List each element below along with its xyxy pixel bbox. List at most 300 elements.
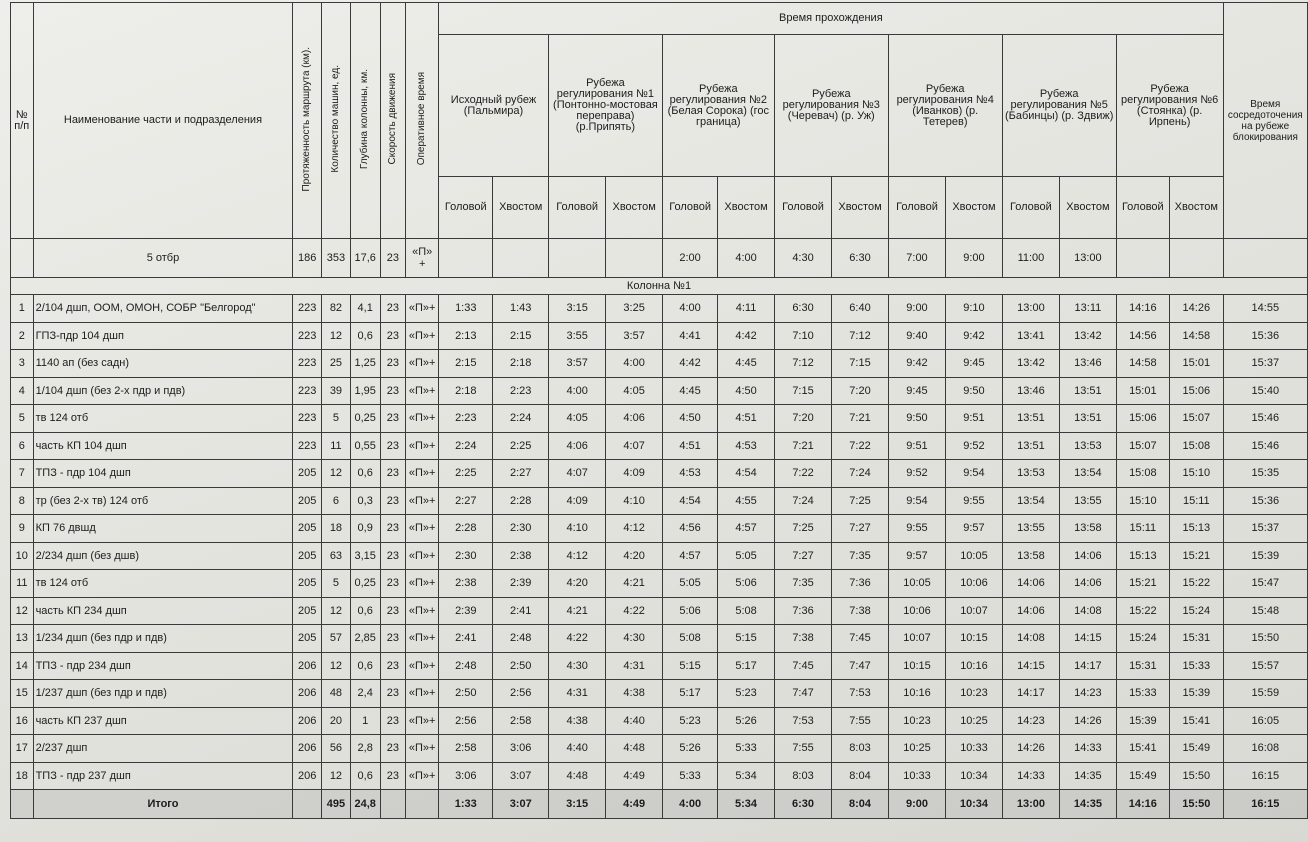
speed: 23: [380, 432, 406, 460]
speed: 23: [380, 350, 406, 378]
tail-time: 9:54: [946, 460, 1002, 488]
tail-time: 2:18: [493, 350, 548, 378]
table-row: [11, 707, 1308, 735]
total-time: 10:34: [946, 790, 1002, 819]
route-length-label: Протяженность маршрута (км).: [301, 46, 313, 192]
tail-time: 10:25: [946, 707, 1002, 735]
op-time: «П»+: [406, 487, 439, 515]
table-row: [11, 652, 1308, 680]
depth-label: Глубина колонны, км.: [359, 68, 371, 170]
route-length: 206: [293, 680, 322, 708]
table-row: [11, 322, 1308, 350]
concentration-time: 15:57: [1223, 652, 1307, 680]
op-time: «П»+: [406, 680, 439, 708]
head-time: 4:45: [662, 377, 717, 405]
summary-time: 4:00: [718, 239, 774, 278]
vehicle-count: 63: [322, 542, 351, 570]
route-length: 223: [293, 432, 322, 460]
table-row: [11, 762, 1308, 790]
tail-time: 14:17: [1060, 652, 1116, 680]
tail-time: 15:08: [1170, 432, 1224, 460]
route-length: 223: [293, 377, 322, 405]
tail-time: 4:06: [606, 405, 662, 433]
tail-time: 5:06: [718, 570, 774, 598]
head-time: 7:35: [774, 570, 831, 598]
tail-time: 4:31: [606, 652, 662, 680]
concentration-time: 16:05: [1223, 707, 1307, 735]
head-time: 4:00: [548, 377, 605, 405]
tail-time: 7:35: [832, 542, 888, 570]
op-time: «П»+: [406, 652, 439, 680]
head-time: 15:49: [1116, 762, 1169, 790]
tail-time: 10:05: [946, 542, 1002, 570]
tail-time: 15:24: [1170, 597, 1224, 625]
head-time: 14:23: [1002, 707, 1059, 735]
table-row: [11, 570, 1308, 598]
total-label: Итого: [33, 790, 293, 819]
tail-time: 9:57: [946, 515, 1002, 543]
column-depth: 0,9: [350, 515, 380, 543]
head-time: 2:24: [439, 432, 493, 460]
tail-time: 2:56: [493, 680, 548, 708]
column-depth: 0,3: [350, 487, 380, 515]
total-row: [11, 790, 1308, 819]
column-depth: 0,6: [350, 597, 380, 625]
tail-time: 2:39: [493, 570, 548, 598]
head-time: 2:39: [439, 597, 493, 625]
column-depth: 2,8: [350, 735, 380, 763]
route-length: 205: [293, 515, 322, 543]
op-time: «П»+: [406, 570, 439, 598]
total-time: 1:33: [439, 790, 493, 819]
tail-time: 13:55: [1060, 487, 1116, 515]
unit-name: часть КП 237 дшп: [33, 707, 293, 735]
row-number: 2: [11, 322, 34, 350]
speed: 23: [380, 762, 406, 790]
tail-time: 7:20: [832, 377, 888, 405]
head-time: 13:58: [1002, 542, 1059, 570]
tail-time: 5:08: [718, 597, 774, 625]
subheader-head: Головой: [888, 177, 945, 239]
head-time: 2:15: [439, 350, 493, 378]
head-time: 7:38: [774, 625, 831, 653]
speed: 23: [380, 322, 406, 350]
tail-time: 15:22: [1170, 570, 1224, 598]
tail-time: 7:27: [832, 515, 888, 543]
head-time: 13:41: [1002, 322, 1059, 350]
head-time: 10:06: [888, 597, 945, 625]
unit-name: КП 76 двшд: [33, 515, 293, 543]
passage-time-header: Время прохождения: [439, 3, 1224, 35]
summary-num: [11, 239, 34, 278]
head-time: 4:20: [548, 570, 605, 598]
head-time: 9:40: [888, 322, 945, 350]
head-time: 5:17: [662, 680, 717, 708]
summary-time: 6:30: [832, 239, 888, 278]
op-time: «П»+: [406, 762, 439, 790]
head-time: 9:54: [888, 487, 945, 515]
tail-time: 5:05: [718, 542, 774, 570]
head-time: 4:12: [548, 542, 605, 570]
total-time: 14:35: [1060, 790, 1116, 819]
tail-time: 15:21: [1170, 542, 1224, 570]
column-depth: 0,6: [350, 652, 380, 680]
head-time: 9:50: [888, 405, 945, 433]
head-time: 14:08: [1002, 625, 1059, 653]
head-time: 14:16: [1116, 295, 1169, 323]
head-time: 7:45: [774, 652, 831, 680]
column-depth: 3,15: [350, 542, 380, 570]
tail-time: 15:39: [1170, 680, 1224, 708]
unit-name: 1/234 дшп (без пдр и пдв): [33, 625, 293, 653]
tail-time: 2:23: [493, 377, 548, 405]
column-depth: 1,25: [350, 350, 380, 378]
tail-time: 4:09: [606, 460, 662, 488]
total-time: 15:50: [1170, 790, 1224, 819]
total-time: 14:16: [1116, 790, 1169, 819]
tail-time: 7:38: [832, 597, 888, 625]
speed: 23: [380, 680, 406, 708]
speed: 23: [380, 625, 406, 653]
total-time: 3:07: [493, 790, 548, 819]
boundary-1: Рубежа регулирования №1 (Понтонно-мостовая переправа) (р.Припять): [548, 35, 662, 177]
tail-time: 9:45: [946, 350, 1002, 378]
unit-name: 1/104 дшп (без 2-х пдр и пдв): [33, 377, 293, 405]
head-time: 15:10: [1116, 487, 1169, 515]
op-time: «П»+: [406, 322, 439, 350]
head-time: 4:57: [662, 542, 717, 570]
head-time: 2:23: [439, 405, 493, 433]
op-time-label: Оперативное время: [416, 72, 428, 166]
tail-time: 7:21: [832, 405, 888, 433]
subheader-tail: Хвостом: [1060, 177, 1116, 239]
head-time: 10:15: [888, 652, 945, 680]
head-time: 10:05: [888, 570, 945, 598]
tail-time: 7:45: [832, 625, 888, 653]
tail-time: 4:10: [606, 487, 662, 515]
tail-time: 5:15: [718, 625, 774, 653]
col-header-depth: [350, 3, 380, 239]
head-time: 15:39: [1116, 707, 1169, 735]
concentration-time: 15:48: [1223, 597, 1307, 625]
col-header-num: № п/п: [11, 3, 34, 239]
table-row: [11, 405, 1308, 433]
col-header-op-time: [406, 3, 439, 239]
tail-time: 15:11: [1170, 487, 1224, 515]
head-time: 9:42: [888, 350, 945, 378]
head-time: 4:30: [548, 652, 605, 680]
head-time: 15:21: [1116, 570, 1169, 598]
total-speed: [380, 790, 406, 819]
speed: 23: [380, 570, 406, 598]
summary-time: 13:00: [1060, 239, 1116, 278]
tail-time: 14:58: [1170, 322, 1224, 350]
head-time: 5:15: [662, 652, 717, 680]
speed: 23: [380, 487, 406, 515]
row-number: 14: [11, 652, 34, 680]
row-number: 8: [11, 487, 34, 515]
head-time: 15:22: [1116, 597, 1169, 625]
subheader-head: Головой: [1002, 177, 1059, 239]
tail-time: 13:42: [1060, 322, 1116, 350]
column-depth: 2,4: [350, 680, 380, 708]
table-row: [11, 597, 1308, 625]
summary-time: [606, 239, 662, 278]
table-row: [11, 735, 1308, 763]
tail-time: 5:23: [718, 680, 774, 708]
op-time: «П»+: [406, 597, 439, 625]
tail-time: 10:33: [946, 735, 1002, 763]
tail-time: 15:49: [1170, 735, 1224, 763]
boundary-4: Рубежа регулирования №4 (Иванков) (р. Тетерев): [888, 35, 1002, 177]
column-depth: 1,95: [350, 377, 380, 405]
vehicles-label: Количество машин, ед.: [329, 65, 341, 173]
route-length: 223: [293, 405, 322, 433]
head-time: 3:55: [548, 322, 605, 350]
total-final: 16:15: [1223, 790, 1307, 819]
head-time: 5:05: [662, 570, 717, 598]
row-number: 3: [11, 350, 34, 378]
tail-time: 4:40: [606, 707, 662, 735]
tail-time: 5:17: [718, 652, 774, 680]
vehicle-count: 6: [322, 487, 351, 515]
tail-time: 15:13: [1170, 515, 1224, 543]
head-time: 15:24: [1116, 625, 1169, 653]
tail-time: 14:23: [1060, 680, 1116, 708]
head-time: 3:15: [548, 295, 605, 323]
tail-time: 3:06: [493, 735, 548, 763]
head-time: 4:10: [548, 515, 605, 543]
unit-name: тв 124 отб: [33, 570, 293, 598]
route-length: 206: [293, 652, 322, 680]
column-depth: 0,25: [350, 405, 380, 433]
head-time: 14:17: [1002, 680, 1059, 708]
col-header-vehicles: [322, 3, 351, 239]
summary-row: [11, 239, 1308, 278]
tail-time: 7:12: [832, 322, 888, 350]
tail-time: 15:06: [1170, 377, 1224, 405]
tail-time: 4:57: [718, 515, 774, 543]
summary-route: 186: [293, 239, 322, 278]
concentration-time: 15:37: [1223, 350, 1307, 378]
head-time: 4:41: [662, 322, 717, 350]
unit-name: 2/237 дшп: [33, 735, 293, 763]
tail-time: 9:51: [946, 405, 1002, 433]
head-time: 2:28: [439, 515, 493, 543]
concentration-time: 15:39: [1223, 542, 1307, 570]
head-time: 2:13: [439, 322, 493, 350]
unit-name: ГПЗ-пдр 104 дшп: [33, 322, 293, 350]
summary-time: [1116, 239, 1169, 278]
vehicle-count: 5: [322, 570, 351, 598]
subheader-head: Головой: [439, 177, 493, 239]
tail-time: 10:07: [946, 597, 1002, 625]
subheader-tail: Хвостом: [606, 177, 662, 239]
head-time: 7:36: [774, 597, 831, 625]
tail-time: 15:50: [1170, 762, 1224, 790]
head-time: 7:25: [774, 515, 831, 543]
tail-time: 15:10: [1170, 460, 1224, 488]
head-time: 15:31: [1116, 652, 1169, 680]
tail-time: 9:55: [946, 487, 1002, 515]
head-time: 15:01: [1116, 377, 1169, 405]
route-length: 206: [293, 762, 322, 790]
head-time: 4:21: [548, 597, 605, 625]
tail-time: 7:47: [832, 652, 888, 680]
tail-time: 14:15: [1060, 625, 1116, 653]
concentration-time: 15:50: [1223, 625, 1307, 653]
row-number: 17: [11, 735, 34, 763]
column-label: Колонна №1: [11, 278, 1308, 295]
head-time: 6:30: [774, 295, 831, 323]
head-time: 4:56: [662, 515, 717, 543]
op-time: «П»+: [406, 432, 439, 460]
head-time: 14:06: [1002, 570, 1059, 598]
tail-time: 5:26: [718, 707, 774, 735]
summary-speed: 23: [380, 239, 406, 278]
tail-time: 2:30: [493, 515, 548, 543]
head-time: 2:25: [439, 460, 493, 488]
vehicle-count: 39: [322, 377, 351, 405]
head-time: 3:57: [548, 350, 605, 378]
vehicle-count: 48: [322, 680, 351, 708]
unit-name: ТПЗ - пдр 237 дшп: [33, 762, 293, 790]
total-vehicles: 495: [322, 790, 351, 819]
concentration-time: 15:37: [1223, 515, 1307, 543]
head-time: 4:31: [548, 680, 605, 708]
total-time: 4:49: [606, 790, 662, 819]
tail-time: 13:51: [1060, 377, 1116, 405]
concentration-time: 15:47: [1223, 570, 1307, 598]
head-time: 9:57: [888, 542, 945, 570]
head-time: 5:08: [662, 625, 717, 653]
head-time: 7:21: [774, 432, 831, 460]
tail-time: 13:58: [1060, 515, 1116, 543]
total-num: [11, 790, 34, 819]
head-time: 7:22: [774, 460, 831, 488]
tail-time: 7:36: [832, 570, 888, 598]
tail-time: 4:49: [606, 762, 662, 790]
head-time: 2:30: [439, 542, 493, 570]
speed: 23: [380, 652, 406, 680]
unit-name: 1/237 дшп (без пдр и пдв): [33, 680, 293, 708]
unit-name: тв 124 отб: [33, 405, 293, 433]
head-time: 9:55: [888, 515, 945, 543]
tail-time: 2:15: [493, 322, 548, 350]
op-time: «П»+: [406, 707, 439, 735]
summary-op: «П» +: [406, 239, 439, 278]
row-number: 4: [11, 377, 34, 405]
vehicle-count: 12: [322, 460, 351, 488]
tail-time: 4:21: [606, 570, 662, 598]
tail-time: 4:22: [606, 597, 662, 625]
vehicle-count: 56: [322, 735, 351, 763]
tail-time: 15:01: [1170, 350, 1224, 378]
tail-time: 14:26: [1170, 295, 1224, 323]
head-time: 2:50: [439, 680, 493, 708]
head-time: 4:51: [662, 432, 717, 460]
tail-time: 4:54: [718, 460, 774, 488]
subheader-tail: Хвостом: [493, 177, 548, 239]
tail-time: 7:55: [832, 707, 888, 735]
op-time: «П»+: [406, 542, 439, 570]
summary-time: 9:00: [946, 239, 1002, 278]
tail-time: 5:34: [718, 762, 774, 790]
tail-time: 14:06: [1060, 542, 1116, 570]
table-row: [11, 350, 1308, 378]
head-time: 9:52: [888, 460, 945, 488]
table-row: [11, 515, 1308, 543]
subheader-tail: Хвостом: [1170, 177, 1224, 239]
head-time: 7:10: [774, 322, 831, 350]
tail-time: 3:25: [606, 295, 662, 323]
boundary-3: Рубежа регулирования №3 (Черевач) (р. Уж): [774, 35, 888, 177]
head-time: 13:00: [1002, 295, 1059, 323]
head-time: 13:42: [1002, 350, 1059, 378]
head-time: 4:06: [548, 432, 605, 460]
tail-time: 7:25: [832, 487, 888, 515]
table-row: [11, 625, 1308, 653]
summary-final: [1223, 239, 1307, 278]
total-time: 4:00: [662, 790, 717, 819]
head-time: 13:54: [1002, 487, 1059, 515]
tail-time: 2:41: [493, 597, 548, 625]
summary-time: [493, 239, 548, 278]
total-time: 8:04: [832, 790, 888, 819]
unit-name: 2/104 дшп, ООМ, ОМОН, СОБР "Белгород": [33, 295, 293, 323]
head-time: 13:51: [1002, 432, 1059, 460]
head-time: 4:42: [662, 350, 717, 378]
col-header-speed: [380, 3, 406, 239]
head-time: 7:47: [774, 680, 831, 708]
row-number: 6: [11, 432, 34, 460]
head-time: 10:07: [888, 625, 945, 653]
column-depth: 4,1: [350, 295, 380, 323]
head-time: 5:23: [662, 707, 717, 735]
head-time: 7:24: [774, 487, 831, 515]
column-depth: 0,25: [350, 570, 380, 598]
tail-time: 4:11: [718, 295, 774, 323]
head-time: 2:27: [439, 487, 493, 515]
row-number: 15: [11, 680, 34, 708]
head-time: 14:58: [1116, 350, 1169, 378]
vehicle-count: 11: [322, 432, 351, 460]
head-time: 14:15: [1002, 652, 1059, 680]
tail-time: 4:55: [718, 487, 774, 515]
concentration-time: 16:15: [1223, 762, 1307, 790]
col-header-concentration: Время сосредоточения на рубеже блокирования: [1223, 3, 1307, 239]
vehicle-count: 12: [322, 762, 351, 790]
unit-name: ТПЗ - пдр 104 дшп: [33, 460, 293, 488]
table-row: [11, 295, 1308, 323]
total-time: 3:15: [548, 790, 605, 819]
tail-time: 15:33: [1170, 652, 1224, 680]
tail-time: 10:06: [946, 570, 1002, 598]
speed: 23: [380, 460, 406, 488]
tail-time: 13:11: [1060, 295, 1116, 323]
summary-time: 4:30: [774, 239, 831, 278]
concentration-time: 15:36: [1223, 322, 1307, 350]
head-time: 14:33: [1002, 762, 1059, 790]
subheader-tail: Хвостом: [832, 177, 888, 239]
tail-time: 4:30: [606, 625, 662, 653]
vehicle-count: 25: [322, 350, 351, 378]
tail-time: 5:33: [718, 735, 774, 763]
tail-time: 14:26: [1060, 707, 1116, 735]
head-time: 4:54: [662, 487, 717, 515]
head-time: 15:33: [1116, 680, 1169, 708]
head-time: 2:18: [439, 377, 493, 405]
